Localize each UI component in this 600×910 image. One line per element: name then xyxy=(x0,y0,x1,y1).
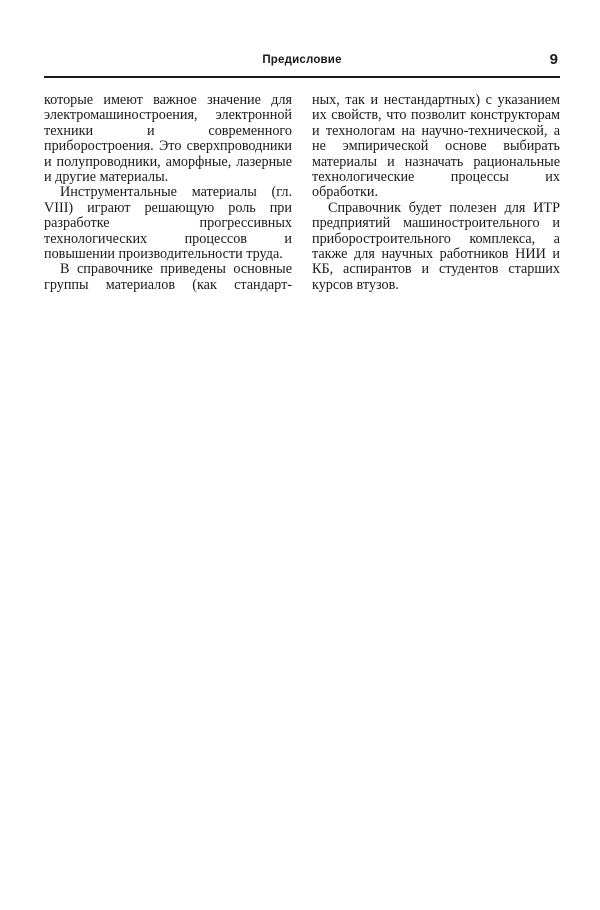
running-title: Предисловие xyxy=(262,54,342,66)
paragraph-handbook-groups: В справочнике приведены основные группы материалов (как стандарт- xyxy=(44,261,292,293)
left-column xyxy=(44,93,292,293)
paragraph-audience: Справочник будет полезен для ИТР предприятий машиностроительного и приборостроительного комплекса, а также для научных работников НИИ и КБ, аспирантов и студентов старших курсов втузов. xyxy=(312,199,560,293)
page-header xyxy=(44,52,560,78)
paragraph-properties: ных, так и нестандартных) с указанием их свойств, что позволит конструкторам и технологам на научно-технической, а не эмпирической основе выбирать материалы и назначать рациональные технологические процессы их обработки. xyxy=(312,92,560,201)
right-column xyxy=(312,93,560,293)
page-number: 9 xyxy=(549,51,558,68)
paragraph-tool-materials: Инструментальные материалы (гл. VIII) играют решающую роль при разработке прогрессивных технологических процессов и повышении производительности труда. xyxy=(44,184,292,263)
paragraph-continuation: которые имеют важное значение для электромашиностроения, электронной техники и современного приборостроения. Это сверхпроводники и полупроводники, аморфные, лазерные и другие материалы. xyxy=(44,92,292,186)
